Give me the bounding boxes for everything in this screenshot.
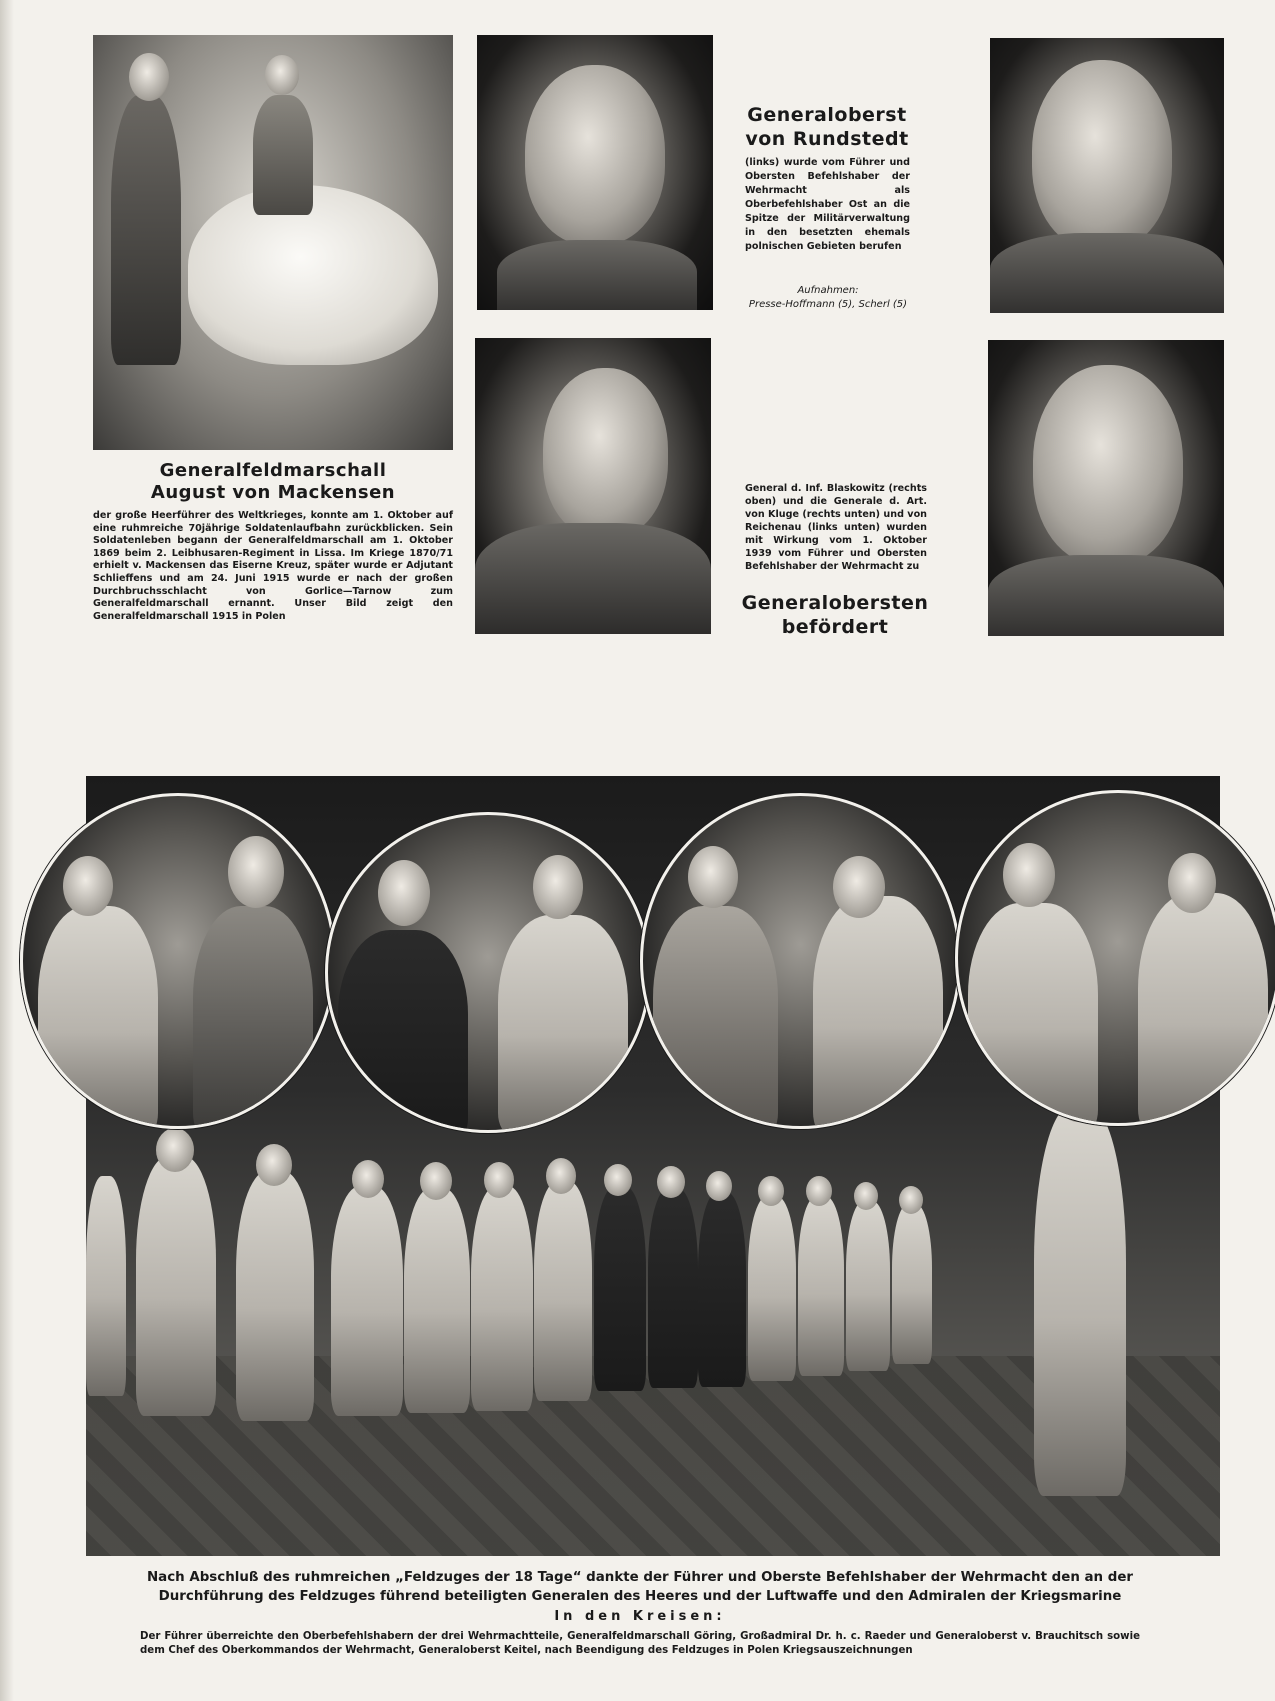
blaskowitz-portrait-photo (990, 38, 1224, 313)
second-rider-head (265, 55, 299, 95)
mackensen-horseback-photo (93, 35, 453, 450)
officer-figure (236, 1171, 314, 1421)
reichenau-head (543, 368, 668, 538)
admiral-head (378, 860, 430, 926)
general-figure (653, 906, 778, 1129)
promotion-title (735, 591, 935, 639)
ceremony-caption: Nach Abschluß des ruhmreichen „Feldzuges der 18 Tage“ dankte der Führer und Oberste Befehlshaber der Wehrmacht den an der Durchführung des Feldzuges führend beteiligten Generalen des Heeres und der Luftwaffe und den Admiralen der Kriegsmarine (146, 1570, 1134, 1604)
promotion-title-line1: Generalobersten (741, 592, 929, 614)
officer-figure (798, 1196, 844, 1376)
officer-head (420, 1162, 452, 1200)
reichenau-uniform (475, 523, 711, 634)
rundstedt-uniform (497, 240, 697, 310)
rundstedt-text: (links) wurde vom Führer und Obersten Befehlshaber der Wehrmacht als Oberbefehlshaber Ost an die Spitze der Militärverwaltung in den besetzten ehemals polnischen Gebieten berufen (745, 157, 910, 252)
leader-head (533, 855, 583, 919)
admiral-figure (698, 1192, 746, 1387)
promotion-text: General d. Inf. Blaskowitz (rechts oben) und die Generale d. Art. von Kluge (rechts unten) und von Reichenau (links unten) wurden mit Wirkung vom 1. Oktober 1939 vom Führer und Obersten Befehlshaber der Wehrmacht zu (745, 483, 927, 572)
kluge-uniform (988, 555, 1224, 636)
admiral-figure (338, 930, 468, 1133)
mackensen-text: der große Heerführer des Weltkrieges, konnte am 1. Oktober auf eine ruhmreiche 70jährige Soldatenlaufbahn zurückblicken. Sein Soldatenleben begann der Generalfeldmarschall am 1. Oktober 1869 beim 2. Leibhusaren-Regiment in Lissa. Im Kriege 1870/71 erhielt v. Mackensen das Eiserne Kreuz, später wurde er Adjutant Schlieffens und am 24. Juni 1915 wurde er nach der großen Durchbruchsschlacht von Gorlice—Tarnow zum Generalfeldmarschall ernannt. Unser Bild zeigt den Generalfeldmarschall 1915 in Polen (93, 510, 453, 622)
officer-head (484, 1162, 514, 1198)
leader-head (63, 856, 113, 916)
rider-figure (111, 95, 181, 365)
in-den-kreisen-label: In den Kreisen: (554, 1609, 726, 1624)
award-inset-photo-2 (325, 812, 651, 1133)
leader-figure (1138, 893, 1268, 1126)
blaskowitz-uniform (990, 233, 1224, 313)
credits-text: Presse-Hoffmann (5), Scherl (5) (748, 299, 908, 310)
general-head (1003, 843, 1055, 907)
rundstedt-title-line2: von Rundstedt (745, 128, 909, 150)
award-inset-photo-4 (955, 790, 1275, 1126)
page-gutter (0, 0, 14, 1701)
officer-head (806, 1176, 832, 1206)
leader-figure (813, 896, 943, 1129)
leader-head (833, 856, 885, 918)
mackensen-title-line1: Generalfeldmarschall (159, 460, 387, 481)
officer-head (156, 1128, 194, 1172)
officer-figure (404, 1188, 470, 1413)
promotion-title-line2: befördert (781, 616, 889, 638)
officer-head (899, 1186, 923, 1214)
officer-head (352, 1160, 384, 1198)
white-horse (188, 185, 438, 365)
reichenau-portrait-photo (475, 338, 711, 634)
rundstedt-title (727, 103, 927, 151)
officer-figure (471, 1186, 533, 1411)
officer-figure (331, 1186, 403, 1416)
officer-figure (136, 1156, 216, 1416)
general-figure (968, 903, 1098, 1126)
recipient-head (228, 836, 284, 908)
award-inset-photo-1 (20, 793, 336, 1129)
officer-head (758, 1176, 784, 1206)
rundstedt-head (525, 65, 665, 245)
general-head (688, 846, 738, 908)
award-detail-text: Der Führer überreichte den Oberbefehlshabern der drei Wehrmachtteile, Generalfeldmarschall Göring, Großadmiral Dr. h. c. Raeder und Generaloberst v. Brauchitsch sowie dem Chef des Oberkommandos der Wehrmacht, Generaloberst Keitel, nach Beendigung des Feldzuges in Polen Kriegsauszeichnungen (140, 1631, 1140, 1656)
kluge-head (1033, 365, 1183, 565)
officer-figure (892, 1204, 932, 1364)
credits-label: Aufnahmen: (797, 285, 859, 296)
officer-head (256, 1144, 292, 1186)
officer-head (854, 1182, 878, 1210)
leader-head (1168, 853, 1216, 913)
rider-head (129, 53, 169, 101)
officer-figure (534, 1181, 592, 1401)
standing-leader-figure (1034, 1106, 1126, 1496)
admiral-head (657, 1166, 685, 1198)
admiral-figure (648, 1188, 698, 1388)
kluge-portrait-photo (988, 340, 1224, 636)
recipient-figure (193, 906, 313, 1129)
officer-figure (846, 1201, 890, 1371)
award-inset-photo-3 (640, 793, 961, 1129)
officer-head (546, 1158, 576, 1194)
leader-figure (498, 915, 628, 1133)
rundstedt-title-line1: Generaloberst (747, 104, 907, 126)
mackensen-title (93, 460, 453, 504)
blaskowitz-head (1032, 60, 1172, 250)
officer-figure (748, 1196, 796, 1381)
second-rider-figure (253, 95, 313, 215)
officer-figure (86, 1176, 126, 1396)
admiral-head (706, 1171, 732, 1201)
rundstedt-portrait-photo (477, 35, 713, 310)
admiral-head (604, 1164, 632, 1196)
photo-credits (733, 284, 923, 312)
admiral-figure (594, 1186, 646, 1391)
mackensen-title-line2: August von Mackensen (150, 482, 396, 503)
leader-figure (38, 906, 158, 1129)
